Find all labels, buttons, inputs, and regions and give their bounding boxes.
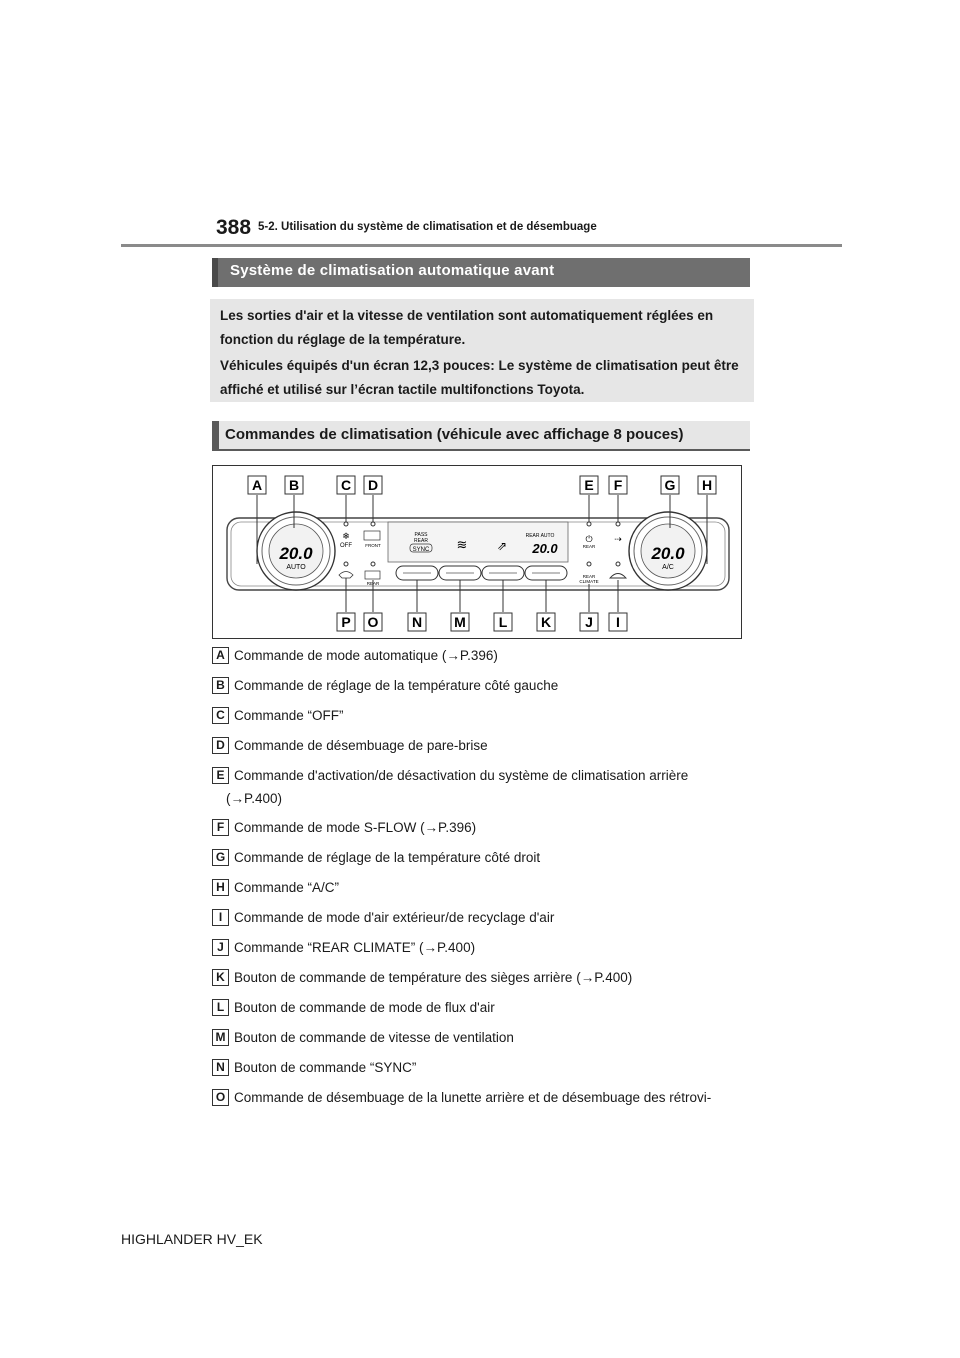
legend-text-O: Commande de désembuage de la lunette arrière et de désembuage des rétrovi- — [234, 1090, 712, 1105]
legend-text-K: Bouton de commande de température des sièges arrière (→P.400) — [234, 970, 633, 985]
left-temperature-dial — [257, 512, 335, 590]
legend-badge-D: D — [212, 737, 229, 754]
legend-text-M: Bouton de commande de vitesse de ventilation — [234, 1030, 514, 1045]
rear-small-label: REAR — [366, 581, 380, 586]
legend-badge-I: I — [212, 909, 229, 926]
callout-letter-B: B — [288, 477, 300, 493]
intro-paragraph-1: Les sorties d'air et la vitesse de ventilation sont automatiquement réglées en fonction du réglage de la température. — [220, 308, 714, 347]
callout-letter-L: L — [498, 614, 508, 630]
legend-badge-A: A — [212, 647, 229, 664]
legend-badge-C: C — [212, 707, 229, 724]
pass-label: PASS — [414, 532, 428, 538]
callout-letter-M: M — [454, 614, 466, 630]
left-temp-text: 20.0 — [279, 544, 313, 563]
callout-letter-H: H — [701, 477, 713, 493]
right-ac-text: A/C — [662, 564, 674, 571]
callout-letter-E: E — [584, 477, 594, 493]
legend-text-L: Bouton de commande de mode de flux d'air — [234, 1000, 495, 1015]
callout-letter-O: O — [367, 614, 379, 630]
legend-badge-N: N — [212, 1059, 229, 1076]
callout-letter-J: J — [585, 614, 593, 630]
legend-text-E: Commande d'activation/de désactivation du système de climatisation arrière — [234, 768, 689, 783]
legend-badge-F: F — [212, 819, 229, 836]
rear-sync-label: REAR — [414, 538, 428, 544]
legend-badge-G: G — [212, 849, 229, 866]
airflow-mode-icon: ⇗ — [496, 539, 508, 553]
legend-text-E-ref: (→P.400) — [226, 791, 283, 806]
climate-control-panel-figure — [212, 465, 742, 639]
legend-badge-M: M — [212, 1029, 229, 1046]
rear-climate-label-1: REAR — [582, 574, 596, 579]
fan-off-icon: ❄ — [342, 531, 350, 541]
header-rule — [121, 244, 842, 247]
legend-badge-J: J — [212, 939, 229, 956]
legend-text-D: Commande de désembuage de pare-brise — [234, 738, 488, 753]
legend-badge-H: H — [212, 879, 229, 896]
callout-letter-N: N — [411, 614, 423, 630]
intro-box — [210, 299, 754, 402]
sync-label: SYNC — [412, 547, 430, 553]
fan-speed-icon: ≋ — [456, 537, 468, 552]
legend-text-H: Commande “A/C” — [234, 880, 340, 895]
legend-text-G: Commande de réglage de la température côté droit — [234, 850, 541, 865]
panel-illustration — [213, 466, 743, 640]
center-temp-text: 20.0 — [532, 541, 558, 556]
subsection-title: Commandes de climatisation (véhicule avec affichage 8 pouces) — [212, 421, 750, 451]
legend-text-J: Commande “REAR CLIMATE” (→P.400) — [234, 940, 476, 955]
running-header: 5-2. Utilisation du système de climatisation et de désembuage — [258, 221, 597, 233]
rear-button-label: REAR — [582, 544, 596, 549]
power-icon: ⏻ — [585, 534, 593, 544]
page-number: 388 — [216, 216, 252, 239]
off-label: OFF — [340, 543, 352, 549]
rear-auto-label: REAR AUTO — [525, 533, 555, 539]
footer-model-label: HIGHLANDER HV_EK — [121, 1231, 263, 1247]
callout-letter-P: P — [341, 614, 351, 630]
legend-text-F: Commande de mode S-FLOW (→P.396) — [234, 820, 477, 835]
legend-badge-O: O — [212, 1089, 229, 1106]
legend-text-A: Commande de mode automatique (→P.396) — [234, 648, 498, 663]
front-label: FRONT — [365, 543, 381, 548]
callout-letter-I: I — [616, 614, 620, 630]
rear-climate-label-2: CLIMATE — [579, 579, 599, 584]
callout-letter-K: K — [540, 614, 552, 630]
callout-letter-A: A — [251, 477, 263, 493]
right-temperature-dial — [629, 512, 707, 590]
right-temp-text: 20.0 — [651, 544, 685, 563]
callout-letter-D: D — [367, 477, 379, 493]
legend-text-B: Commande de réglage de la température côté gauche — [234, 678, 559, 693]
s-flow-icon: ⇢ — [614, 534, 622, 544]
legend-text-I: Commande de mode d'air extérieur/de recyclage d'air — [234, 910, 555, 925]
legend-text-C: Commande “OFF” — [234, 708, 344, 723]
legend-badge-E: E — [212, 767, 229, 784]
callout-letter-F: F — [613, 477, 623, 493]
legend-badge-K: K — [212, 969, 229, 986]
left-auto-text: AUTO — [286, 564, 306, 571]
callout-letter-C: C — [340, 477, 352, 493]
intro-paragraph-2: Véhicules équipés d'un écran 12,3 pouces: Le système de climatisation peut être affiché et utilisé sur l’écran tactile multifonctions Toyota. — [220, 358, 739, 397]
section-title: Système de climatisation automatique avant — [212, 258, 750, 287]
legend-badge-L: L — [212, 999, 229, 1016]
legend-text-N: Bouton de commande “SYNC” — [234, 1060, 417, 1075]
callout-letter-G: G — [664, 477, 676, 493]
legend-badge-B: B — [212, 677, 229, 694]
